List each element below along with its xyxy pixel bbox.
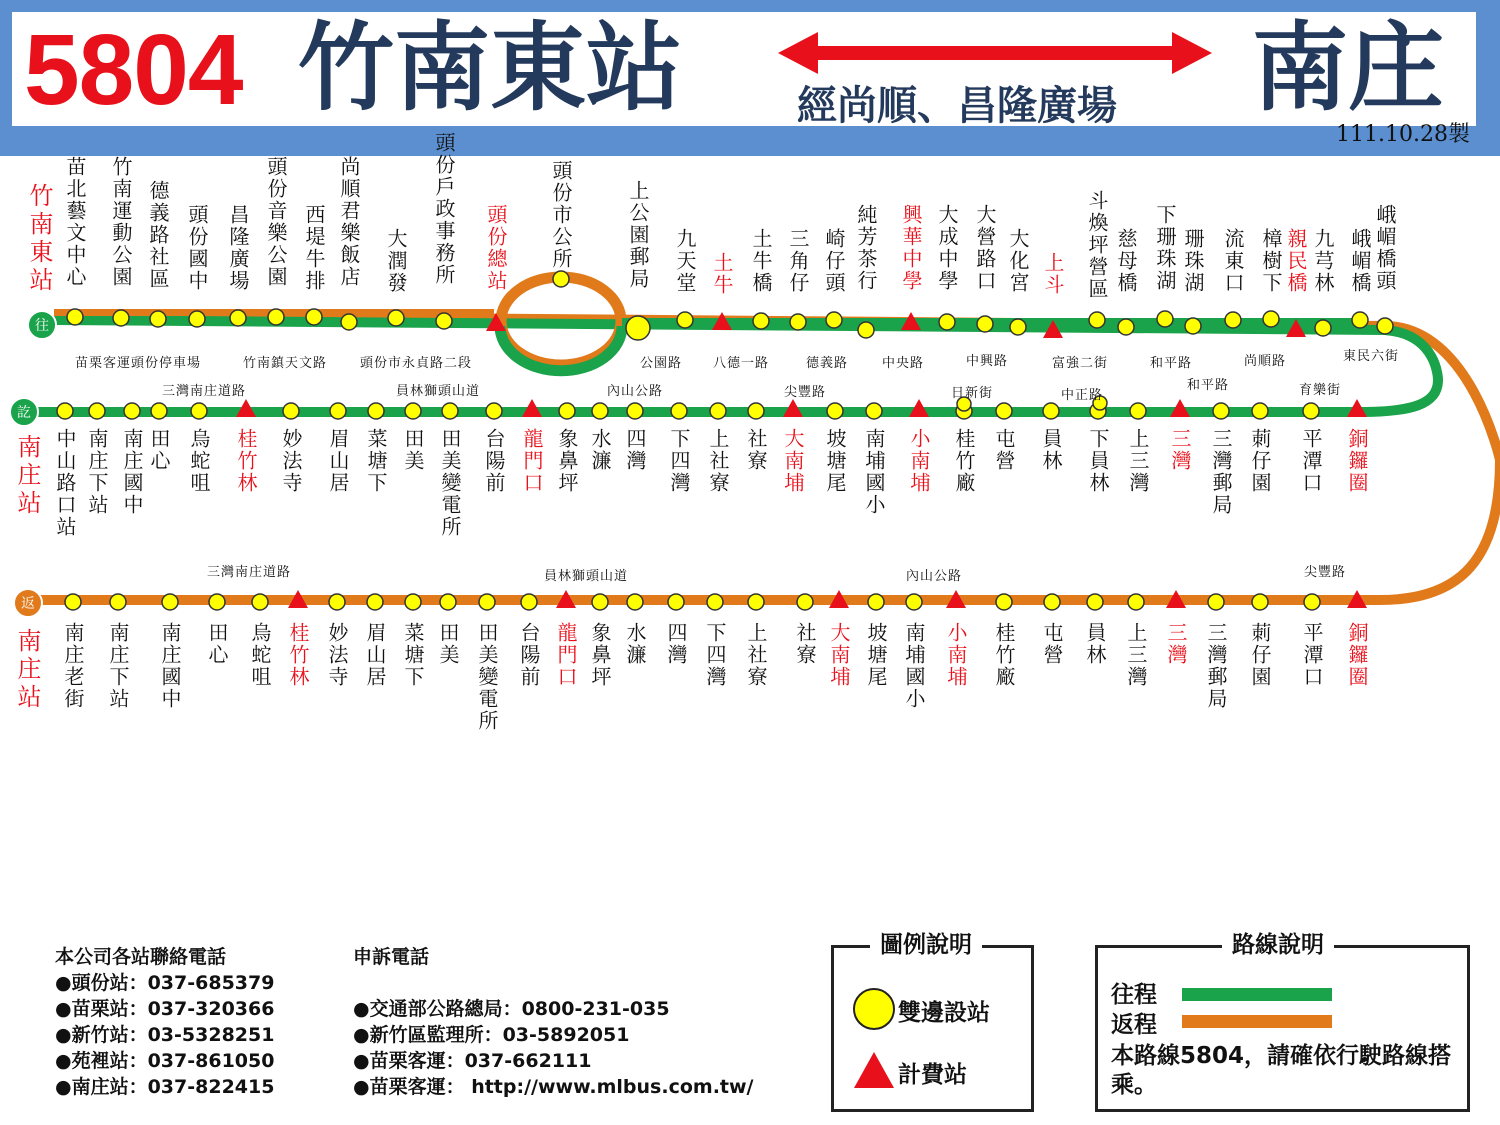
row1-stop-label: 純芳茶行 bbox=[854, 204, 878, 292]
row3-stop-label: 田美 bbox=[436, 622, 460, 666]
row3-stop-marker bbox=[707, 594, 723, 610]
row1-stop-marker bbox=[67, 309, 83, 325]
row1-road-label: 公園路 bbox=[640, 356, 683, 371]
row3-stop-label: 田心 bbox=[205, 622, 229, 666]
row2-stop-marker bbox=[1043, 403, 1059, 419]
row3-stop-marker bbox=[668, 594, 684, 610]
row2-stop-marker bbox=[827, 403, 843, 419]
row2-stop-label: 員林 bbox=[1039, 428, 1063, 472]
row3-stop-label: 上社寮 bbox=[744, 622, 768, 688]
contact-line: ●南庄站：037-822415 bbox=[55, 1076, 275, 1098]
row3-stop-label: 台陽前 bbox=[517, 622, 541, 688]
row1-stop-label: 流東口 bbox=[1221, 228, 1245, 294]
row3-stop-label: 南庄國中 bbox=[158, 622, 182, 710]
row1-stop-marker bbox=[341, 314, 357, 330]
row2-stop-marker bbox=[330, 403, 346, 419]
outbound-legend-label: 往程 bbox=[1111, 982, 1157, 1008]
row1-stop-marker bbox=[826, 312, 842, 328]
row1-stop-marker bbox=[1118, 319, 1134, 335]
row3-stop-label: 三灣郵局 bbox=[1204, 622, 1228, 710]
row1-road-label: 中央路 bbox=[882, 356, 925, 371]
row2-road-label: 內山公路 bbox=[607, 384, 664, 399]
row1-stop-marker bbox=[1377, 318, 1393, 334]
row2-stop-marker bbox=[592, 403, 608, 419]
row2-stop-label: 下員林 bbox=[1086, 428, 1110, 494]
row1-stop-label: 上斗 bbox=[1041, 252, 1065, 296]
row3-stop-marker bbox=[162, 594, 178, 610]
row2-stop-label: 中山路口站 bbox=[53, 428, 77, 538]
row1-stop-label: 親民橋 bbox=[1284, 228, 1308, 294]
row3-stop-marker bbox=[1208, 594, 1224, 610]
row1-stop-marker bbox=[1352, 312, 1368, 328]
row1-stop-marker bbox=[1185, 318, 1201, 334]
row3-stop-label: 眉山居 bbox=[363, 622, 387, 688]
row1-stop-label: 土牛 bbox=[710, 252, 734, 296]
row2-stop-label: 莿仔園 bbox=[1248, 428, 1272, 494]
row3-stop-marker bbox=[521, 594, 537, 610]
row2-stop-label: 下四灣 bbox=[667, 428, 691, 494]
row1-stop-label: 頭份戶政事務所 bbox=[432, 132, 456, 286]
row3-stop-label: 桂竹林 bbox=[286, 622, 310, 688]
complaints-title: 申訴電話 bbox=[353, 946, 430, 968]
inbound-end-badge-text: 訖 bbox=[17, 405, 31, 421]
row1-stop-label: 珊珠湖 bbox=[1181, 228, 1205, 294]
row3-stop-label: 上三灣 bbox=[1124, 622, 1148, 688]
row3-stop-marker bbox=[329, 594, 345, 610]
row1-stop-label: 下珊珠湖 bbox=[1153, 204, 1177, 292]
park-post-office-marker bbox=[626, 316, 650, 340]
row2-stop-marker bbox=[559, 403, 575, 419]
row1-stop-label: 峨嵋橋 bbox=[1348, 228, 1372, 294]
row2-stop-marker bbox=[486, 403, 502, 419]
row1-stop-marker bbox=[677, 312, 693, 328]
inbound-legend-swatch bbox=[1182, 1015, 1332, 1028]
row3-stop-label: 下四灣 bbox=[703, 622, 727, 688]
row2-stop-marker bbox=[1303, 403, 1319, 419]
row2-stop-marker bbox=[671, 403, 687, 419]
row1-road-label: 尚順路 bbox=[1244, 354, 1287, 369]
row2-stop-label: 銅鑼圈 bbox=[1345, 428, 1369, 494]
stop-legend-label: 雙邊設站 bbox=[898, 1000, 990, 1026]
outbound-badge-text: 往 bbox=[35, 318, 49, 334]
row2-stop-marker bbox=[1130, 403, 1146, 419]
row2-stop-label: 田心 bbox=[147, 428, 171, 472]
row3-stop-marker bbox=[748, 594, 764, 610]
row1-stop-marker bbox=[436, 313, 452, 329]
row2-road-label: 中正路 bbox=[1061, 388, 1104, 403]
row2-stop-marker bbox=[710, 403, 726, 419]
row2-stop-marker bbox=[368, 403, 384, 419]
made-date: 111.10.28製 bbox=[1336, 122, 1470, 147]
contact-line: ●新竹站：03-5328251 bbox=[55, 1024, 275, 1046]
row2-road-label: 和平路 bbox=[1187, 378, 1230, 393]
row1-stop-label: 苗北藝文中心 bbox=[63, 156, 87, 288]
row2-road-label: 日新街 bbox=[951, 386, 994, 401]
outbound-legend-swatch bbox=[1182, 988, 1332, 1001]
row1-stop-marker bbox=[230, 310, 246, 326]
row1-stop-label: 崎仔頭 bbox=[822, 228, 846, 294]
row2-stop-label: 上社寮 bbox=[706, 428, 730, 494]
row3-stop-label: 龍門口 bbox=[554, 622, 578, 688]
row2-stop-label: 南庄國中 bbox=[120, 428, 144, 516]
row3-stop-marker bbox=[1252, 594, 1268, 610]
row2-road-label: 育樂街 bbox=[1299, 383, 1342, 398]
row2-stop-marker bbox=[57, 403, 73, 419]
contact-line: ●苗栗站：037-320366 bbox=[55, 998, 275, 1020]
row2-stop-label: 平潭口 bbox=[1299, 428, 1323, 494]
row1-stop-label: 西堤牛排 bbox=[302, 204, 326, 292]
row2-stop-marker bbox=[191, 403, 207, 419]
row1-stop-label: 頭份總站 bbox=[484, 204, 508, 292]
return-start-badge-text: 返 bbox=[21, 596, 35, 612]
row3-stop-marker bbox=[1044, 594, 1060, 610]
row3-stop-label: 三灣 bbox=[1164, 622, 1188, 666]
row3-stop-marker bbox=[405, 594, 421, 610]
row3-stop-marker bbox=[868, 594, 884, 610]
row2-stop-marker bbox=[283, 403, 299, 419]
row1-road-label: 八德一路 bbox=[713, 356, 770, 371]
row2-stop-marker bbox=[996, 403, 1012, 419]
row1-stop-label: 大營路口 bbox=[973, 204, 997, 292]
row1-stop-label: 慈母橋 bbox=[1114, 228, 1138, 294]
row1-stop-label: 三角仔 bbox=[786, 228, 810, 294]
row2-stop-marker bbox=[124, 403, 140, 419]
row1-stop-marker bbox=[553, 271, 569, 287]
row1-stop-marker bbox=[977, 316, 993, 332]
complaint-line: ●苗栗客運：037-662111 bbox=[353, 1050, 592, 1072]
row1-stop-marker bbox=[1315, 320, 1331, 336]
row3-stop-label: 南庄下站 bbox=[106, 622, 130, 710]
row1-stop-label: 尚順君樂飯店 bbox=[337, 156, 361, 288]
row2-stop-label: 龍門口 bbox=[520, 428, 544, 494]
terminal-row3-start: 南庄站 bbox=[13, 628, 41, 712]
row1-stop-label: 大成中學 bbox=[935, 204, 959, 292]
row2-stop-marker bbox=[151, 403, 167, 419]
row3-stop-marker bbox=[209, 594, 225, 610]
row2-stop-marker bbox=[405, 403, 421, 419]
row1-road-label: 中興路 bbox=[966, 354, 1009, 369]
row1-stop-label: 竹南運動公園 bbox=[109, 156, 133, 288]
row2-stop-label: 小南埔 bbox=[907, 428, 931, 494]
row2-stop-marker bbox=[1252, 403, 1268, 419]
row1-stop-label: 樟樹下 bbox=[1259, 228, 1283, 294]
row1-stop-marker bbox=[150, 311, 166, 327]
row1-stop-marker bbox=[113, 310, 129, 326]
row1-stop-marker bbox=[753, 313, 769, 329]
stop-legend-icon bbox=[851, 986, 897, 1032]
row2-stop-label: 水濂 bbox=[588, 428, 612, 472]
row1-stop-label: 頭份市公所 bbox=[549, 160, 573, 270]
row1-stop-marker bbox=[939, 314, 955, 330]
row2-stop-marker bbox=[748, 403, 764, 419]
row1-stop-marker bbox=[858, 322, 874, 338]
row3-stop-label: 田美變電所 bbox=[475, 622, 499, 732]
terminal-row2-end: 南庄站 bbox=[13, 434, 41, 518]
row1-stop-marker bbox=[306, 309, 322, 325]
row1-stop-marker bbox=[1263, 311, 1279, 327]
contact-line: ●頭份站：037-685379 bbox=[55, 972, 275, 994]
row1-stop-label: 頭份國中 bbox=[185, 204, 209, 292]
row1-stop-marker bbox=[1089, 312, 1105, 328]
row3-stop-marker bbox=[996, 594, 1012, 610]
row3-stop-label: 社寮 bbox=[793, 622, 817, 666]
row1-stop-label: 昌隆廣場 bbox=[226, 204, 250, 292]
inbound-legend-label: 返程 bbox=[1111, 1012, 1157, 1038]
row1-stop-label: 九天堂 bbox=[673, 228, 697, 294]
complaint-line: ●新竹區監理所：03-5892051 bbox=[353, 1024, 630, 1046]
row1-road-label: 富強二街 bbox=[1052, 356, 1109, 371]
row3-stop-marker bbox=[797, 594, 813, 610]
row3-stop-label: 象鼻坪 bbox=[588, 622, 612, 688]
row3-stop-label: 水濂 bbox=[623, 622, 647, 666]
row2-stop-label: 坡塘尾 bbox=[823, 428, 847, 494]
row2-stop-marker bbox=[627, 403, 643, 419]
row1-stop-label: 大化宮 bbox=[1006, 228, 1030, 294]
row1-stop-marker bbox=[790, 314, 806, 330]
row3-road-label: 內山公路 bbox=[906, 569, 963, 584]
row2-stop-label: 桂竹廠 bbox=[952, 428, 976, 494]
row1-stop-marker bbox=[1157, 311, 1173, 327]
row2-stop-marker bbox=[1213, 403, 1229, 419]
row2-stop-label: 社寮 bbox=[744, 428, 768, 472]
row1-road-label: 頭份市永貞路二段 bbox=[360, 356, 473, 371]
row1-stop-label: 頭份音樂公園 bbox=[264, 156, 288, 288]
row3-stop-label: 莿仔園 bbox=[1248, 622, 1272, 688]
row3-stop-marker bbox=[440, 594, 456, 610]
row3-stop-marker bbox=[1304, 594, 1320, 610]
row3-stop-label: 平潭口 bbox=[1300, 622, 1324, 688]
row3-stop-label: 員林 bbox=[1083, 622, 1107, 666]
row3-stop-label: 菜塘下 bbox=[401, 622, 425, 688]
row1-stop-label: 土牛橋 bbox=[749, 228, 773, 294]
row2-stop-label: 眉山居 bbox=[326, 428, 350, 494]
complaint-line: ●交通部公路總局：0800-231-035 bbox=[353, 998, 670, 1020]
row1-stop-label: 峨嵋橋頭 bbox=[1373, 204, 1397, 292]
row2-stop-marker bbox=[442, 403, 458, 419]
row3-stop-label: 大南埔 bbox=[827, 622, 851, 688]
row2-stop-label: 四灣 bbox=[623, 428, 647, 472]
row2-stop-label: 烏蛇咀 bbox=[187, 428, 211, 494]
row3-stop-label: 四灣 bbox=[664, 622, 688, 666]
row2-stop-marker bbox=[89, 403, 105, 419]
row3-stop-label: 南埔國小 bbox=[902, 622, 926, 710]
legend-title: 圖例說明 bbox=[870, 930, 982, 960]
row3-stop-marker bbox=[1128, 594, 1144, 610]
row3-stop-marker bbox=[479, 594, 495, 610]
route-note: 本路線5804，請確依行駛路線搭乘。 bbox=[1111, 1043, 1452, 1098]
terminal-row1-start: 竹南東站 bbox=[25, 183, 53, 295]
route-legend-title: 路線說明 bbox=[1222, 930, 1334, 960]
toll-legend-label: 計費站 bbox=[898, 1062, 967, 1088]
row3-stop-marker bbox=[592, 594, 608, 610]
row2-stop-label: 上三灣 bbox=[1126, 428, 1150, 494]
row2-stop-label: 南埔國小 bbox=[862, 428, 886, 516]
row1-stop-label: 大潤發 bbox=[384, 228, 408, 294]
row1-stop-label: 德義路社區 bbox=[146, 180, 170, 290]
row2-stop-marker bbox=[866, 403, 882, 419]
row1-road-label: 苗栗客運頭份停車場 bbox=[75, 356, 202, 371]
row2-stop-label: 屯營 bbox=[992, 428, 1016, 472]
row3-stop-label: 妙法寺 bbox=[325, 622, 349, 688]
row2-road-label: 三灣南庄道路 bbox=[162, 384, 247, 399]
row3-stop-label: 小南埔 bbox=[944, 622, 968, 688]
row2-stop-label: 菜塘下 bbox=[364, 428, 388, 494]
contact-line: ●苑裡站：037-861050 bbox=[55, 1050, 275, 1072]
row2-stop-label: 妙法寺 bbox=[279, 428, 303, 494]
row1-stop-marker bbox=[1225, 312, 1241, 328]
row1-road-label: 德義路 bbox=[806, 356, 849, 371]
destination-title: 南庄 bbox=[1252, 12, 1444, 124]
row3-stop-label: 銅鑼圈 bbox=[1345, 622, 1369, 688]
row3-stop-marker bbox=[627, 594, 643, 610]
row1-stop-marker bbox=[1010, 319, 1026, 335]
row2-road-label: 尖豐路 bbox=[784, 385, 827, 400]
row3-stop-label: 屯營 bbox=[1040, 622, 1064, 666]
row3-stop-marker bbox=[65, 594, 81, 610]
row3-road-label: 員林獅頭山道 bbox=[544, 569, 629, 584]
row1-stop-label: 上公園郵局 bbox=[626, 180, 650, 290]
row2-stop-label: 大南埔 bbox=[781, 428, 805, 494]
row3-stop-marker bbox=[110, 594, 126, 610]
row2-stop-label: 台陽前 bbox=[482, 428, 506, 494]
route-number: 5804 bbox=[24, 14, 243, 126]
row2-stop-label: 三灣郵局 bbox=[1209, 428, 1233, 516]
row3-stop-marker bbox=[252, 594, 268, 610]
row1-road-label: 和平路 bbox=[1150, 356, 1193, 371]
contacts-title: 本公司各站聯絡電話 bbox=[55, 946, 227, 968]
toll-legend-icon bbox=[852, 1050, 896, 1090]
row2-stop-label: 三灣 bbox=[1168, 428, 1192, 472]
origin-title: 竹南東站 bbox=[298, 12, 682, 124]
row3-stop-label: 坡塘尾 bbox=[864, 622, 888, 688]
row1-stop-label: 興華中學 bbox=[899, 204, 923, 292]
row1-road-label: 竹南鎮天文路 bbox=[243, 356, 328, 371]
row3-stop-marker bbox=[1087, 594, 1103, 610]
row1-stop-label: 九芎林 bbox=[1311, 228, 1335, 294]
row1-stop-marker bbox=[189, 311, 205, 327]
row3-road-label: 尖豐路 bbox=[1304, 565, 1347, 580]
row2-road-label: 員林獅頭山道 bbox=[396, 384, 481, 399]
row2-stop-label: 象鼻坪 bbox=[555, 428, 579, 494]
row2-stop-label: 田美 bbox=[401, 428, 425, 472]
row2-stop-label: 田美變電所 bbox=[438, 428, 462, 538]
row1-road-label: 東民六街 bbox=[1343, 349, 1400, 364]
row3-stop-label: 烏蛇咀 bbox=[248, 622, 272, 688]
row3-stop-marker bbox=[367, 594, 383, 610]
row1-stop-marker bbox=[388, 310, 404, 326]
row2-stop-label: 桂竹林 bbox=[234, 428, 258, 494]
row3-stop-label: 南庄老街 bbox=[61, 622, 85, 710]
row2-stop-label: 南庄下站 bbox=[85, 428, 109, 516]
row1-stop-marker bbox=[268, 309, 284, 325]
complaint-line: ●苗栗客運： http://www.mlbus.com.tw/ bbox=[353, 1076, 754, 1098]
via-text: 經尚順、昌隆廣場 bbox=[797, 83, 1117, 129]
row3-stop-label: 桂竹廠 bbox=[992, 622, 1016, 688]
row1-stop-label: 斗煥坪營區 bbox=[1085, 190, 1109, 300]
row3-road-label: 三灣南庄道路 bbox=[207, 565, 292, 580]
row3-stop-marker bbox=[906, 594, 922, 610]
